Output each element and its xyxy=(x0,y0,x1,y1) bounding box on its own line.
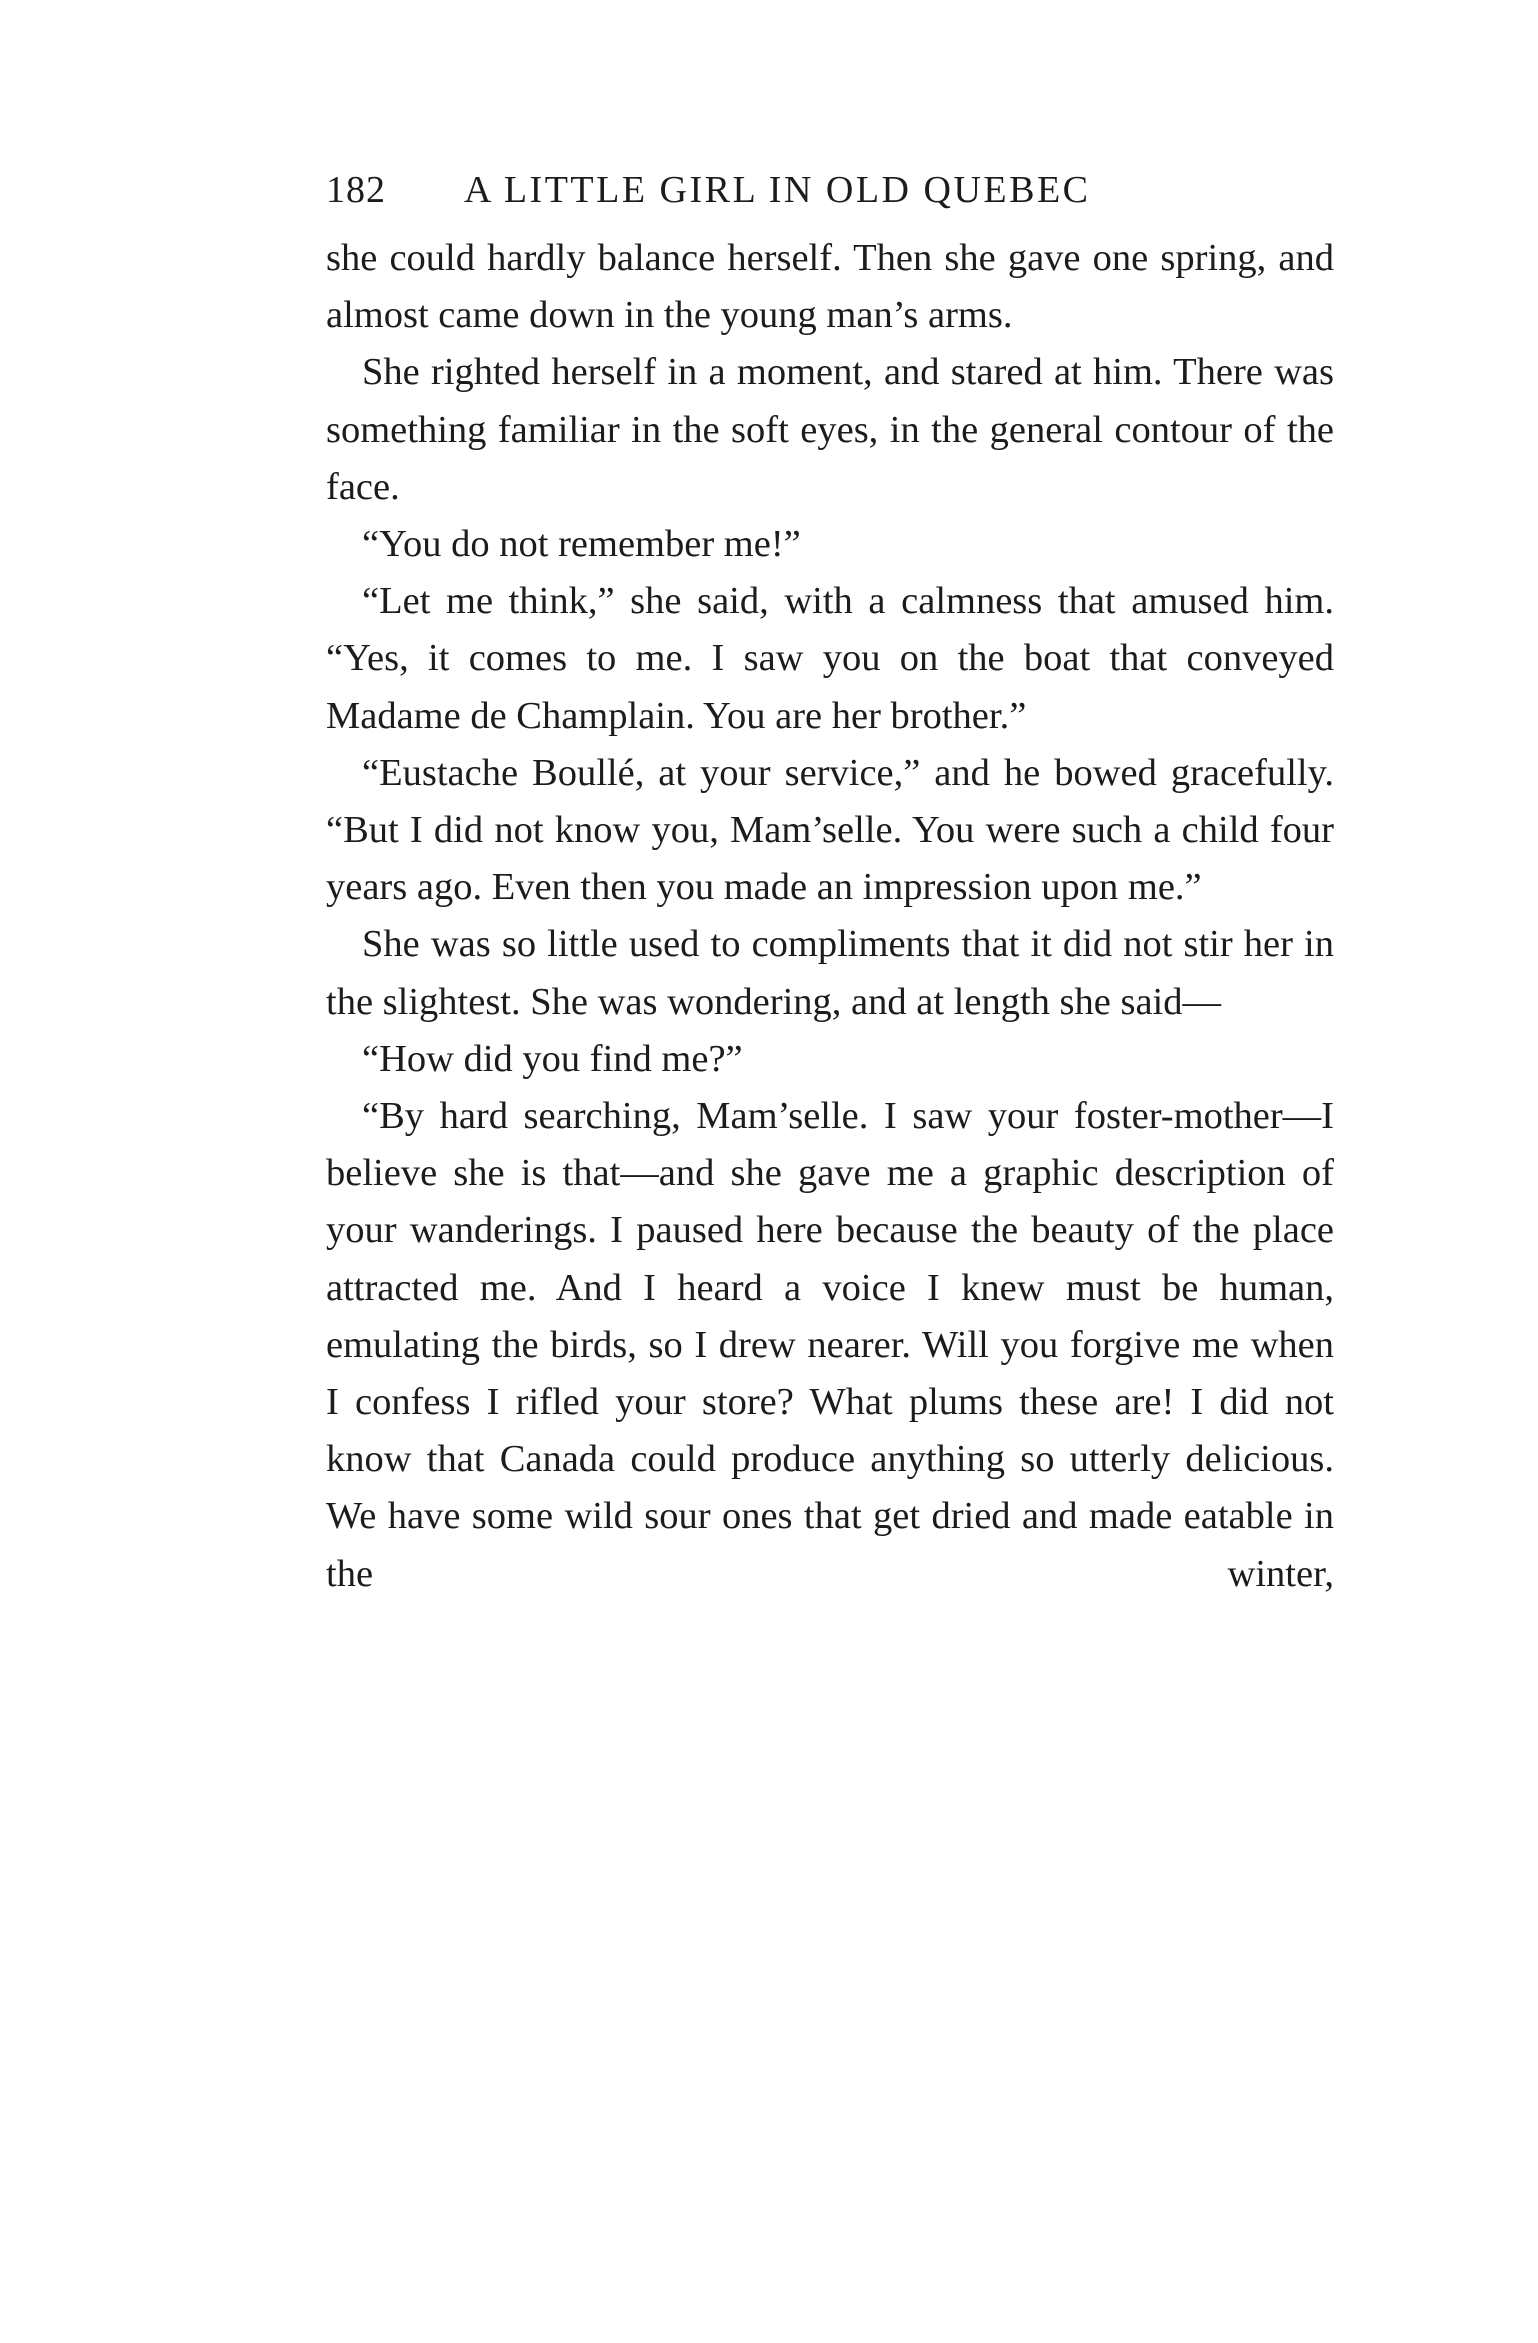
paragraph: she could hardly balance herself. Then she gave one spring, and almost came down in the young man’s arms. xyxy=(326,237,1334,337)
paragraph: “Eustache Boullé, at your service,” and he bowed gracefully. “But I did not know you, Mam’selle. You were such a child four years ago. Even then you made an impression upon me.” xyxy=(326,751,1334,909)
paragraph: She righted herself in a moment, and stared at him. There was something familiar in the soft eyes, in the general contour of the face. xyxy=(326,351,1334,508)
paragraph: “You do not remember me!” xyxy=(362,523,801,566)
body-text xyxy=(326,230,1334,1603)
paragraph: She was so little used to compliments that it did not stir her in the slightest. She was wondering, and at length she said— xyxy=(326,923,1334,1023)
running-head xyxy=(326,168,1334,228)
paragraph: “How did you find me?” xyxy=(362,1037,743,1080)
paragraph: “By hard searching, Mam’selle. I saw your foster-mother—I believe she is that—and she gave me a graphic description of your wanderings. I paused here because the beauty of the place attracted me. And I heard a voice I knew must be human, emulating the birds, so I drew nearer. Will you forgive me when I confess I rifled your store? What plums these are! I did not know that Canada could produce anything so utterly delicious. We have some wild sour ones that get dried and made eatable in the winter, xyxy=(326,1095,1334,1595)
page-number: 182 xyxy=(326,169,386,211)
book-title: A LITTLE GIRL IN OLD QUEBEC xyxy=(464,169,1091,211)
paragraph: “Let me think,” she said, with a calmness that amused him. “Yes, it comes to me. I saw you on the boat that conveyed Madame de Champlain. You are her brother.” xyxy=(326,580,1334,737)
book-page xyxy=(326,168,1334,1603)
